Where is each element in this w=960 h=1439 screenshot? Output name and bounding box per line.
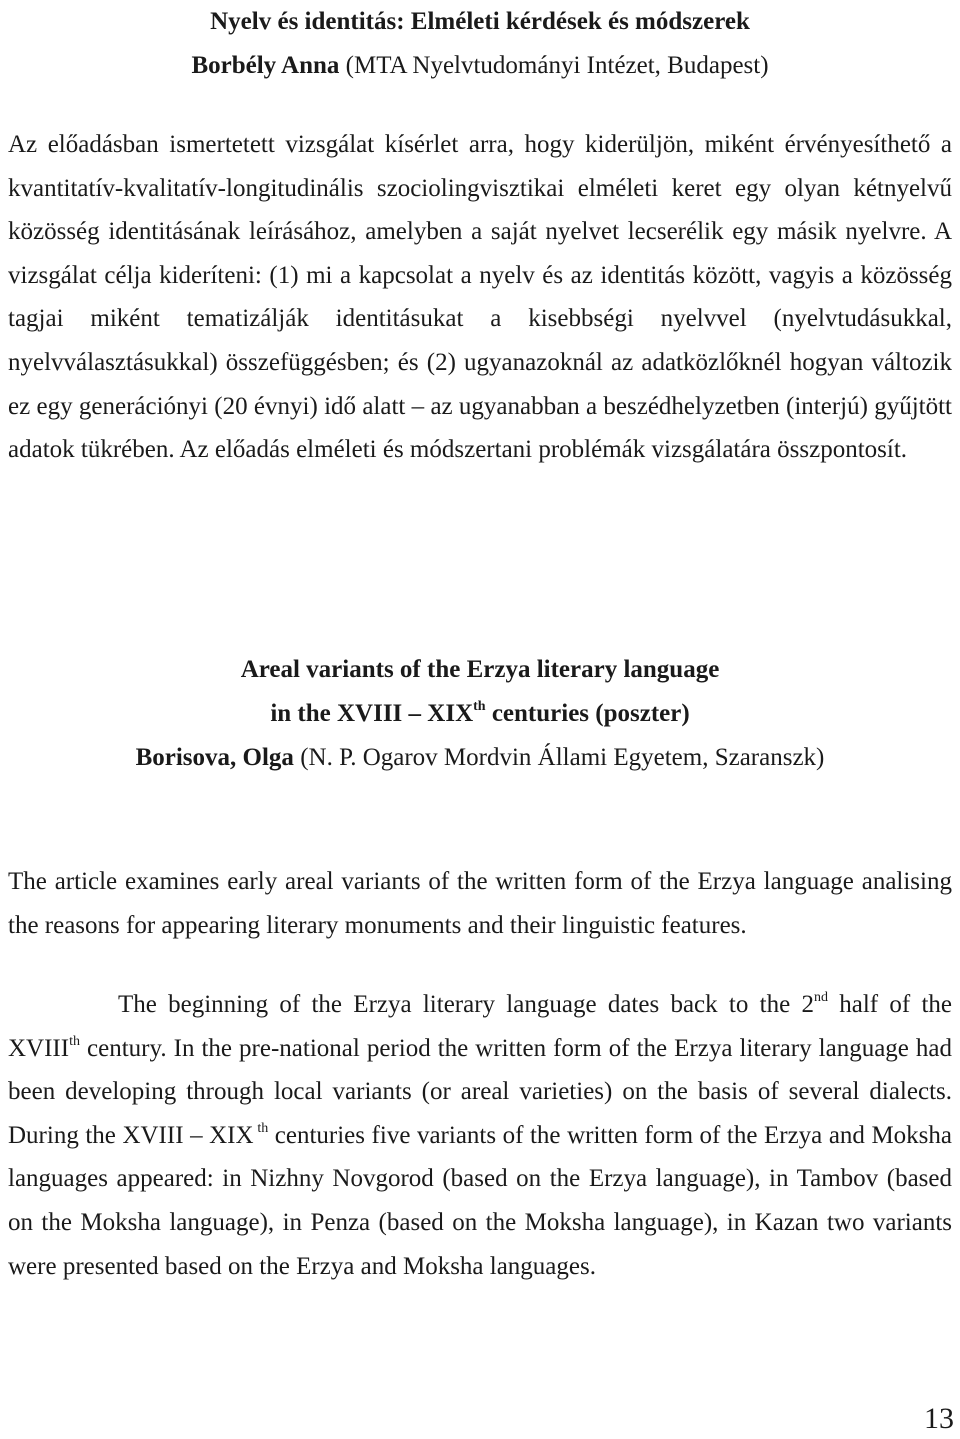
abstract-2-paragraph-1: The article examines early areal variants of the written form of the Erzya language analising the reasons for appearing literary monuments and their linguistic features. [8, 868, 952, 939]
abstract-2-header [8, 648, 952, 780]
abstract-2-byline [8, 736, 952, 780]
abstract-1-byline [8, 44, 952, 88]
abstract-2-author: Borisova, Olga [135, 744, 294, 771]
abstract-2-title-line-2 [8, 692, 952, 736]
abstract-2-title-line-1: Areal variants of the Erzya literary language [240, 656, 720, 683]
abstract-2-title-line-2-suffix: centuries (poszter) [485, 700, 690, 727]
abstract-2-paragraph-2 [8, 983, 952, 1288]
page-number: 13 [924, 1402, 954, 1435]
abstract-1-affiliation: (MTA Nyelvtudományi Intézet, Budapest) [339, 52, 769, 79]
abstract-1-text: Az előadásban ismertetett vizsgálat kísérlet arra, hogy kiderüljön, miként érvényesíthető a kvantitatív-kvalitatív-longitudinális szociolingvisztikai elméleti keret egy olyan kétnyelvű közösség identitásának leírásához, amelyben a saját nyelvet lecserélik egy másik nyelvre. A vizsgálat célja kideríteni: (1) mi a kapcsolat a nyelv és az identitás között, vagyis a közösség tagjai miként tematizálják identitásukat a kisebbségi nyelvvel (nyelvtudásukkal, nyelvválasztásukkal) összefüggésben; és (2) ugyanazoknál az adatközlőknél hogyan változik ez egy generációnyi (20 évnyi) idő alatt – az ugyanabban a beszédhelyzetben (interjú) gyűjtött adatok tükrében. Az előadás elméleti és módszertani problémák vizsgálatára összpontosít. [8, 131, 952, 464]
paragraph-2-superscript-2: th [69, 1033, 80, 1049]
abstract-1-author: Borbély Anna [191, 52, 340, 79]
paragraph-2-text-2: half of the XVIII [8, 991, 952, 1062]
abstract-1-title: Nyelv és identitás: Elméleti kérdések és módszerek [210, 8, 750, 35]
abstract-2-title-line-2-text: in the XVIII – XIX [270, 700, 474, 727]
paragraph-2-superscript-1: nd [813, 990, 828, 1005]
abstract-2-affiliation: (N. P. Ogarov Mordvin Állami Egyetem, Szaranszk) [293, 744, 825, 771]
paragraph-2-superscript-3: th [253, 1120, 269, 1136]
paragraph-2-text-1: The beginning of the Erzya literary language dates back to the 2 [118, 991, 814, 1018]
abstract-2-title-superscript: th [473, 699, 486, 714]
paragraph-2-text-3: century. In the pre-national period the written form of the Erzya literary language had been developing through local variants (or areal varieties) on the basis of several dialects. During the XVIII – XIX [8, 1034, 952, 1149]
abstract-1-header [8, 0, 952, 88]
paragraph-2-text-4: centuries five variants of the written form of the Erzya and Moksha languages appeared: in Nizhny Novgorod (based on the Erzya language), in Tambov (based on the Moksha language), in Penza (based on the Moksha language), in Kazan two variants were presented based on the Erzya and Moksha languages. [8, 1121, 953, 1280]
